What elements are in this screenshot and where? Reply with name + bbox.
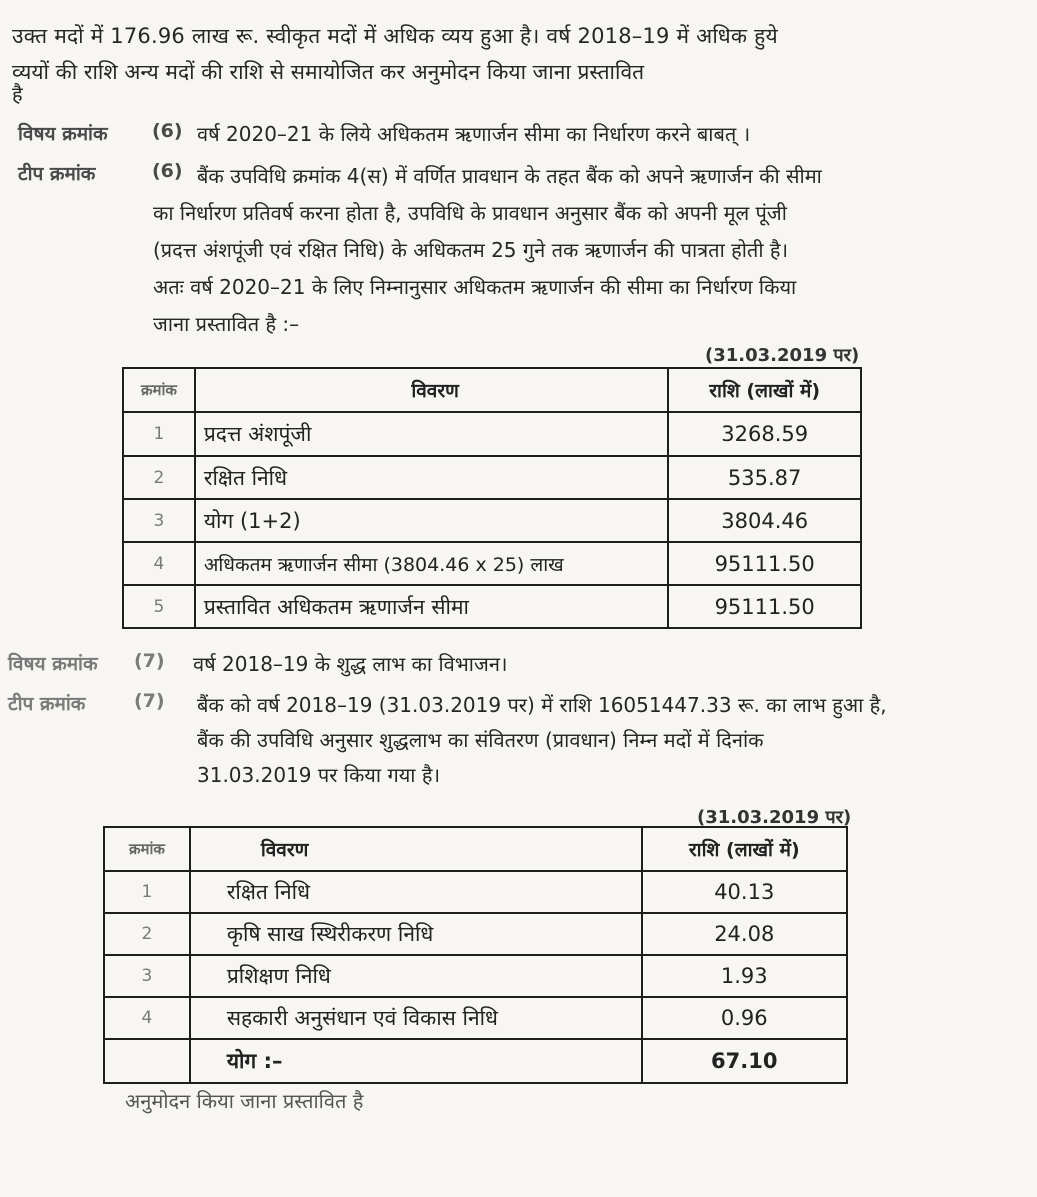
subject-number-7: (7): [134, 650, 165, 672]
as-of-date-6: (31.03.2019 पर): [705, 345, 860, 366]
intro-line-1: उक्त मदों में 176.96 लाख रू. स्वीकृत मदों में अधिक व्यय हुआ है। वर्ष 2018–19 में अधिक हुये: [12, 24, 778, 48]
table-row: [123, 412, 861, 456]
profit-distribution-table: [103, 826, 848, 1084]
note6-line-1: बैंक उपविधि क्रमांक 4(स) में वर्णित प्रावधान के तहत बैंक को अपने ऋणार्जन की सीमा: [197, 164, 822, 188]
row-description: रक्षित निधि: [195, 456, 668, 499]
row-amount: 3268.59: [668, 412, 861, 456]
table-row: [123, 499, 861, 542]
intro-line-2: व्ययों की राशि अन्य मदों की राशि से समायोजित कर अनुमोदन किया जाना प्रस्तावित: [12, 60, 645, 84]
row-amount: 95111.50: [668, 585, 861, 628]
row-description: प्रस्तावित अधिकतम ऋणार्जन सीमा: [195, 585, 668, 628]
table-row: [123, 585, 861, 628]
subject-number-6: (6): [152, 120, 183, 142]
note6-line-3: (प्रदत्त अंशपूंजी एवं रक्षित निधि) के अधिकतम 25 गुने तक ऋणार्जन की पात्रता होती है।: [153, 238, 789, 262]
note-number-6: (6): [152, 160, 183, 182]
note-label-6: टीप क्रमांक: [18, 163, 96, 185]
subject-text-7: वर्ष 2018–19 के शुद्ध लाभ का विभाजन।: [193, 652, 508, 676]
approval-note: अनुमोदन किया जाना प्रस्तावित है: [125, 1089, 364, 1113]
row-serial: 4: [123, 542, 195, 585]
note-label-7: टीप क्रमांक: [8, 693, 86, 715]
subject-text-6: वर्ष 2020–21 के लिये अधिकतम ऋणार्जन सीमा का निर्धारण करने बाबत् ।: [197, 122, 751, 146]
as-of-date-7: (31.03.2019 पर): [697, 807, 852, 828]
row-description: रक्षित निधि: [190, 871, 642, 913]
table-row: [104, 871, 847, 913]
row-description: प्रशिक्षण निधि: [190, 955, 642, 997]
table-row: [123, 456, 861, 499]
table-row: [104, 913, 847, 955]
row-amount: 535.87: [668, 456, 861, 499]
column-header-description: विवरण: [190, 827, 642, 871]
row-amount: 0.96: [642, 997, 847, 1039]
row-description: प्रदत्त अंशपूंजी: [195, 412, 668, 456]
note-number-7: (7): [134, 690, 165, 712]
row-serial: 1: [104, 871, 190, 913]
row-serial: 3: [123, 499, 195, 542]
table-row: [104, 955, 847, 997]
row-amount: 40.13: [642, 871, 847, 913]
subject-label-7: विषय क्रमांक: [8, 653, 98, 675]
row-serial: 2: [123, 456, 195, 499]
note7-line-3: 31.03.2019 पर किया गया है।: [197, 763, 441, 787]
note7-line-1: बैंक को वर्ष 2018–19 (31.03.2019 पर) में राशि 16051447.33 रू. का लाभ हुआ है,: [197, 693, 887, 717]
table-total-row: [104, 1039, 847, 1083]
total-label: योग :–: [190, 1039, 642, 1083]
row-serial: 5: [123, 585, 195, 628]
intro-line-3: है: [12, 82, 23, 106]
table-header-row: [104, 827, 847, 871]
row-amount: 3804.46: [668, 499, 861, 542]
row-description: सहकारी अनुसंधान एवं विकास निधि: [190, 997, 642, 1039]
column-header-amount: राशि (लाखों में): [642, 827, 847, 871]
subject-label-6: विषय क्रमांक: [18, 123, 108, 145]
note6-line-2: का निर्धारण प्रतिवर्ष करना होता है, उपविधि के प्रावधान अनुसार बैंक को अपनी मूल पूंजी: [153, 201, 787, 225]
row-amount: 1.93: [642, 955, 847, 997]
note6-line-5: जाना प्रस्तावित है :–: [153, 312, 300, 336]
row-serial: 2: [104, 913, 190, 955]
column-header-serial: क्रमांक: [104, 827, 190, 871]
row-amount: 95111.50: [668, 542, 861, 585]
row-serial: 3: [104, 955, 190, 997]
table-row: [104, 997, 847, 1039]
column-header-serial: क्रमांक: [123, 368, 195, 412]
column-header-amount: राशि (लाखों में): [668, 368, 861, 412]
row-serial: 1: [123, 412, 195, 456]
row-description: अधिकतम ऋणार्जन सीमा (3804.46 x 25) लाख: [195, 542, 668, 585]
table-header-row: [123, 368, 861, 412]
note6-line-4: अतः वर्ष 2020–21 के लिए निम्नानुसार अधिकतम ऋणार्जन की सीमा का निर्धारण किया: [153, 275, 797, 299]
borrowing-limit-table: [122, 367, 862, 629]
total-amount: 67.10: [642, 1039, 847, 1083]
note7-line-2: बैंक की उपविधि अनुसार शुद्धलाभ का संवितरण (प्रावधान) निम्न मदों में दिनांक: [197, 728, 764, 752]
row-description: कृषि साख स्थिरीकरण निधि: [190, 913, 642, 955]
column-header-description: विवरण: [195, 368, 668, 412]
note-paragraph-6: [153, 158, 1037, 343]
note-paragraph-7: [197, 688, 972, 793]
row-description: योग (1+2): [195, 499, 668, 542]
row-amount: 24.08: [642, 913, 847, 955]
table-row: [123, 542, 861, 585]
row-serial: 4: [104, 997, 190, 1039]
